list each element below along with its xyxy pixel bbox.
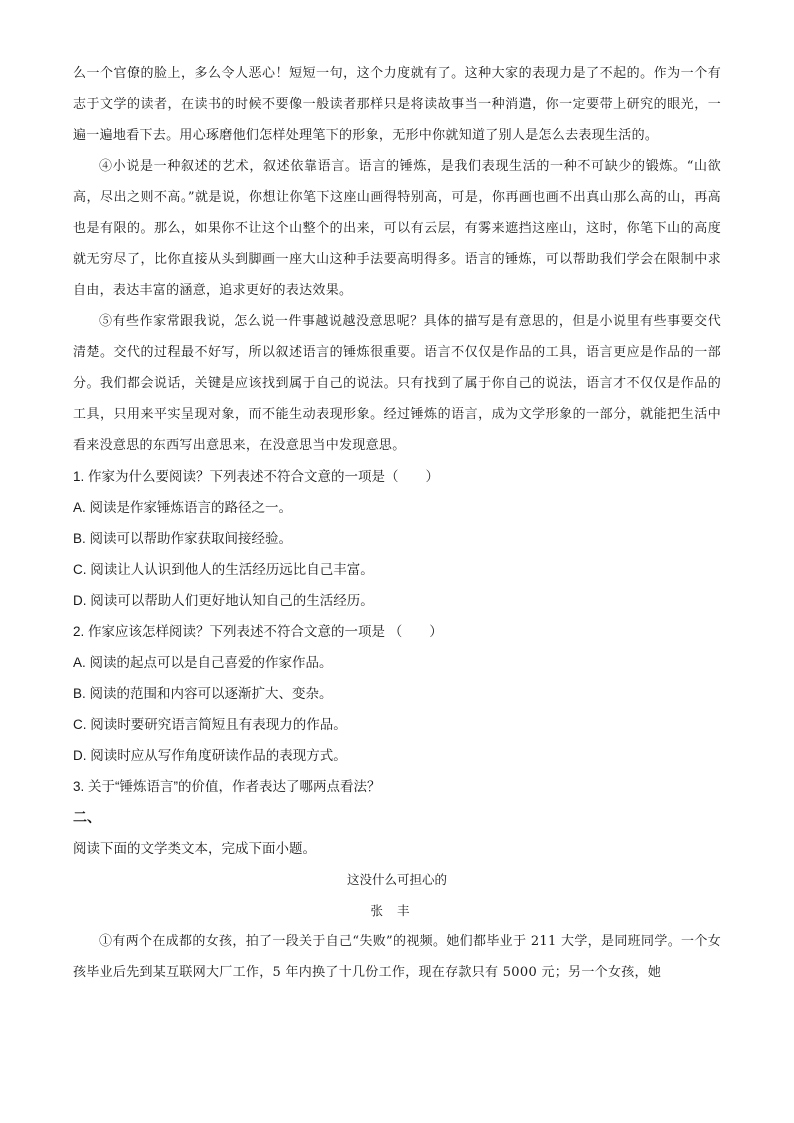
question-1	[73, 461, 721, 616]
question-1-option-b: B. 阅读可以帮助作家获取间接经验。	[73, 531, 293, 546]
question-2-stem: 2. 作家应该怎样阅读？下列表述不符合文意的一项是 （ ）	[73, 624, 443, 639]
question-2-option-d: D. 阅读时应从写作角度研读作品的表现方式。	[73, 748, 347, 763]
question-2-option-c: C. 阅读时要研究语言简短且有表现力的作品。	[73, 717, 347, 732]
passage-paragraph-5: ⑤有些作家常跟我说，怎么说一件事越说越没意思呢？具体的描写是有意思的，但是小说里有些事要交代清楚。交代的过程最不好写，所以叙述语言的锤炼很重要。语言不仅仅是作品的工具，语言更应是作品的一部分。我们都会说话，关键是应该找到属于自己的说法。只有找到了属于你自己的说法，语言才不仅仅是作品的工具，只用来平实呈现对象，而不能生动表现形象。经过锤炼的语言，成为文学形象的一部分，就能把生活中看来没意思的东西写出意思来，在没意思当中发现意思。	[73, 314, 721, 453]
passage-paragraph-continued: 么一个官僚的脸上，多么令人恶心！短短一句，这个力度就有了。这种大家的表现力是了不起的。作为一个有志于文学的读者，在读书的时候不要像一般读者那样只是将读故事当一种消遣，你一定要带上研究的眼光，一遍一遍地看下去。用心琢磨他们怎样处理笔下的形象，无形中你就知道了别人是怎么去表现生活的。	[73, 66, 721, 143]
question-3-stem: 3. 关于“锤炼语言”的价值，作者表达了哪两点看法？	[73, 779, 381, 794]
story-paragraph-1: ①有两个在成都的女孩，拍了一段关于自己“失败”的视频。她们都毕业于 211 大学，是同班同学。一个女孩毕业后先到某互联网大厂工作，5 年内换了十几份工作，现在存款只有 5000 元；另一个女孩，她	[73, 934, 721, 980]
question-1-option-c: C. 阅读让人认识到他人的生活经历远比自己丰富。	[73, 562, 374, 577]
document-page	[73, 58, 721, 988]
question-2	[73, 616, 721, 771]
passage-paragraph-4: ④小说是一种叙述的艺术，叙述依靠语言。语言的锤炼，是我们表现生活的一种不可缺少的锻炼。“山欲高，尽出之则不高。”就是说，你想让你笔下这座山画得特别高，可是，你再画也画不出真山那么高的山，再高也是有限的。那么，如果你不让这个山整个的出来，可以有云层，有雾来遮挡这座山，这时，你笔下山的高度就无穷尽了，比你直接从头到脚画一座大山这种手法要高明得多。语言的锤炼，可以帮助我们学会在限制中求自由，表达丰富的涵意，追求更好的表达效果。	[73, 159, 721, 298]
question-2-option-b: B. 阅读的范围和内容可以逐渐扩大、变杂。	[73, 686, 333, 701]
question-1-option-d: D. 阅读可以帮助人们更好地认知自己的生活经历。	[73, 593, 374, 608]
story-author: 张丰	[370, 903, 424, 918]
story-title: 这没什么可担心的	[346, 872, 447, 887]
section-2-instruction: 阅读下面的文学类文本，完成下面小题。	[73, 841, 316, 856]
question-1-option-a: A. 阅读是作家锤炼语言的路径之一。	[73, 500, 293, 515]
question-2-option-a: A. 阅读的起点可以是自己喜爱的作家作品。	[73, 655, 333, 670]
section-2-heading: 二、	[73, 809, 101, 825]
question-1-stem: 1. 作家为什么要阅读？下列表述不符合文意的一项是（ ）	[73, 469, 440, 484]
